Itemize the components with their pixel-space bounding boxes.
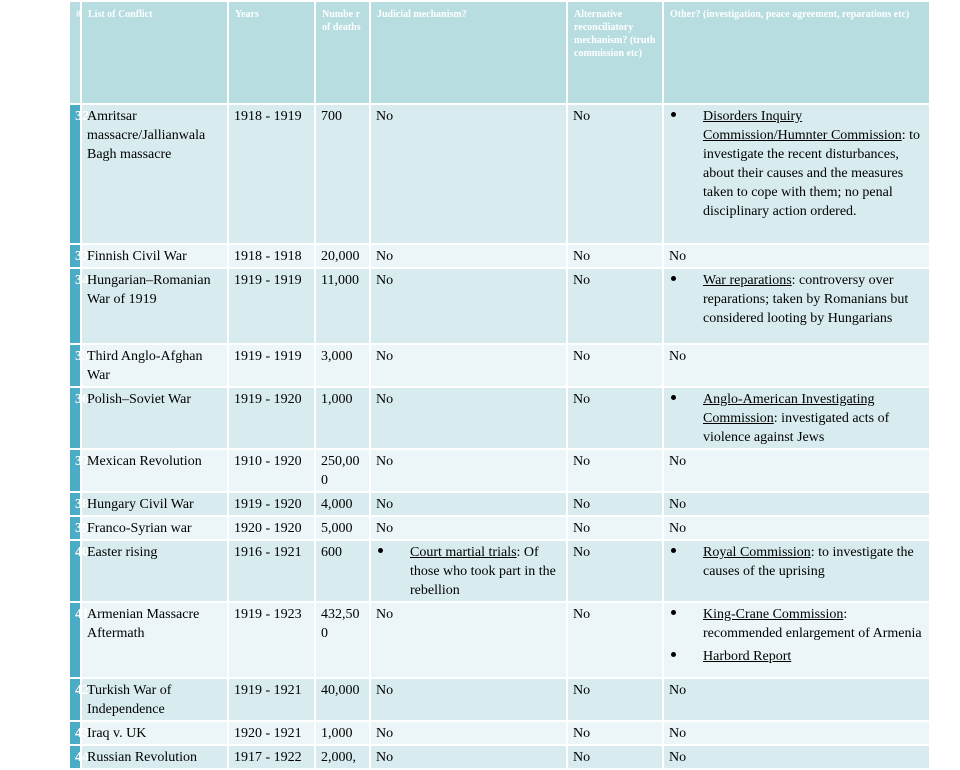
bullet-icon	[669, 543, 703, 562]
table-row	[69, 449, 930, 492]
alternative-mechanism: No	[567, 678, 663, 721]
bullet-item	[669, 647, 924, 666]
bullet-icon	[376, 543, 410, 562]
bullet-item	[669, 605, 924, 643]
judicial-mechanism: No	[370, 449, 567, 492]
bullet-icon	[669, 107, 703, 126]
table-row	[69, 745, 930, 769]
death-count: 3,000	[315, 344, 370, 387]
judicial-mechanism: No	[370, 244, 567, 268]
row-number: 39	[69, 516, 81, 540]
judicial-mechanism: No	[370, 721, 567, 745]
judicial-mechanism: No	[370, 104, 567, 244]
alternative-mechanism: No	[567, 268, 663, 344]
bullet-link[interactable]: Anglo-American Investigating Commission	[703, 392, 875, 426]
conflict-years: 1920 - 1920	[228, 516, 315, 540]
bullet-icon	[669, 605, 703, 624]
judicial-mechanism: No	[370, 602, 567, 678]
table-row	[69, 344, 930, 387]
conflict-name: Armenian Massacre Aftermath	[81, 602, 228, 678]
judicial-mechanism: No	[370, 745, 567, 769]
bullet-icon	[669, 271, 703, 290]
conflict-years: 1919 - 1920	[228, 387, 315, 449]
table-row	[69, 387, 930, 449]
death-count: 250,00 0	[315, 449, 370, 492]
table-row	[69, 244, 930, 268]
judicial-mechanism: No	[370, 516, 567, 540]
row-number: 33	[69, 244, 81, 268]
other-measures: No	[663, 449, 930, 492]
other-measures	[663, 540, 930, 602]
other-measures	[663, 602, 930, 678]
row-number: 36	[69, 387, 81, 449]
conflict-name: Easter rising	[81, 540, 228, 602]
table-row	[69, 540, 930, 602]
death-count: 11,000	[315, 268, 370, 344]
bullet-link[interactable]: War reparations	[703, 273, 792, 288]
conflict-name: Mexican Revolution	[81, 449, 228, 492]
bullet-item	[669, 271, 924, 328]
other-measures: No	[663, 678, 930, 721]
alternative-mechanism: No	[567, 721, 663, 745]
conflict-years: 1920 - 1921	[228, 721, 315, 745]
header-other: Other? (investigation, peace agreement, reparations etc)	[663, 1, 930, 104]
death-count: 1,000	[315, 721, 370, 745]
conflict-name: Franco-Syrian war	[81, 516, 228, 540]
bullet-description: : controversy over reparations; taken by Romanians but considered looting by Hungarians	[703, 273, 909, 326]
judicial-mechanism: No	[370, 344, 567, 387]
death-count: 4,000	[315, 492, 370, 516]
conflict-years: 1918 - 1919	[228, 104, 315, 244]
table-row	[69, 516, 930, 540]
judicial-mechanism	[370, 540, 567, 602]
conflict-years: 1919 - 1920	[228, 492, 315, 516]
other-measures	[663, 104, 930, 244]
table-body	[69, 104, 930, 769]
alternative-mechanism: No	[567, 540, 663, 602]
conflict-name: Hungary Civil War	[81, 492, 228, 516]
table-row	[69, 721, 930, 745]
bullet-description: : investigated acts of violence against Jews	[703, 411, 890, 445]
table-row	[69, 678, 930, 721]
row-number: 32	[69, 104, 81, 244]
conflict-name: Amritsar massacre/Jallianwala Bagh massacre	[81, 104, 228, 244]
bullet-description: : to investigate the causes of the uprising	[703, 545, 914, 579]
row-number: 44	[69, 745, 81, 769]
table-row	[69, 268, 930, 344]
bullet-text	[410, 543, 561, 600]
death-count: 432,50 0	[315, 602, 370, 678]
bullet-icon	[669, 390, 703, 409]
other-measures: No	[663, 516, 930, 540]
bullet-text	[703, 271, 924, 328]
other-measures: No	[663, 344, 930, 387]
bullet-link[interactable]: Court martial trials	[410, 545, 517, 560]
bullet-link[interactable]: Harbord Report	[703, 649, 792, 664]
bullet-text	[703, 390, 924, 447]
bullet-description: : Of those who took part in the rebellion	[410, 545, 556, 598]
other-measures	[663, 387, 930, 449]
conflict-years: 1919 - 1923	[228, 602, 315, 678]
row-number: 35	[69, 344, 81, 387]
bullet-item	[669, 543, 924, 581]
conflict-years: 1918 - 1918	[228, 244, 315, 268]
conflict-years: 1919 - 1919	[228, 268, 315, 344]
bullet-link[interactable]: Disorders Inquiry Commission/Humnter Commission	[703, 109, 902, 143]
header-num: #	[69, 1, 81, 104]
alternative-mechanism: No	[567, 602, 663, 678]
conflict-name: Third Anglo-Afghan War	[81, 344, 228, 387]
conflict-name: Russian Revolution	[81, 745, 228, 769]
bullet-text	[703, 543, 924, 581]
row-number: 38	[69, 492, 81, 516]
judicial-mechanism: No	[370, 387, 567, 449]
row-number: 40	[69, 540, 81, 602]
bullet-link[interactable]: King-Crane Commission	[703, 607, 844, 622]
conflict-name: Iraq v. UK	[81, 721, 228, 745]
bullet-description: : recommended enlargement of Armenia	[703, 607, 922, 641]
header-deaths: Numbe r of deaths	[315, 1, 370, 104]
conflict-years: 1917 - 1922	[228, 745, 315, 769]
judicial-mechanism: No	[370, 492, 567, 516]
other-measures: No	[663, 721, 930, 745]
death-count: 1,000	[315, 387, 370, 449]
conflict-name: Finnish Civil War	[81, 244, 228, 268]
header-conflict: List of Conflict	[81, 1, 228, 104]
row-number: 42	[69, 678, 81, 721]
conflict-years: 1919 - 1919	[228, 344, 315, 387]
death-count: 20,000	[315, 244, 370, 268]
bullet-text	[703, 647, 924, 666]
header-judicial: Judicial mechanism?	[370, 1, 567, 104]
row-number: 37	[69, 449, 81, 492]
conflict-name: Turkish War of Independence	[81, 678, 228, 721]
conflict-years: 1910 - 1920	[228, 449, 315, 492]
row-number: 41	[69, 602, 81, 678]
header-row	[69, 1, 930, 104]
row-number: 34	[69, 268, 81, 344]
alternative-mechanism: No	[567, 745, 663, 769]
bullet-item	[669, 107, 924, 221]
other-measures: No	[663, 745, 930, 769]
conflict-name: Polish–Soviet War	[81, 387, 228, 449]
death-count: 2,000,	[315, 745, 370, 769]
row-number: 43	[69, 721, 81, 745]
bullet-text	[703, 107, 924, 221]
table-row	[69, 602, 930, 678]
alternative-mechanism: No	[567, 492, 663, 516]
bullet-item	[376, 543, 561, 600]
conflict-name: Hungarian–Romanian War of 1919	[81, 268, 228, 344]
conflict-years: 1916 - 1921	[228, 540, 315, 602]
alternative-mechanism: No	[567, 344, 663, 387]
bullet-icon	[669, 647, 703, 666]
table-row	[69, 492, 930, 516]
conflict-table	[68, 0, 931, 770]
death-count: 700	[315, 104, 370, 244]
alternative-mechanism: No	[567, 387, 663, 449]
alternative-mechanism: No	[567, 449, 663, 492]
conflict-years: 1919 - 1921	[228, 678, 315, 721]
bullet-description: : to investigate the recent disturbances, about their causes and the measures taken to cope with them; no penal disciplinary action ordered.	[703, 128, 921, 219]
judicial-mechanism: No	[370, 268, 567, 344]
death-count: 600	[315, 540, 370, 602]
bullet-text	[703, 605, 924, 643]
death-count: 5,000	[315, 516, 370, 540]
other-measures: No	[663, 244, 930, 268]
header-alternative: Alternative reconciliatory mechanism? (truth commission etc)	[567, 1, 663, 104]
other-measures: No	[663, 492, 930, 516]
header-years: Years	[228, 1, 315, 104]
table-row	[69, 104, 930, 244]
judicial-mechanism: No	[370, 678, 567, 721]
alternative-mechanism: No	[567, 244, 663, 268]
bullet-link[interactable]: Royal Commission	[703, 545, 811, 560]
alternative-mechanism: No	[567, 104, 663, 244]
bullet-item	[669, 390, 924, 447]
other-measures	[663, 268, 930, 344]
alternative-mechanism: No	[567, 516, 663, 540]
death-count: 40,000	[315, 678, 370, 721]
